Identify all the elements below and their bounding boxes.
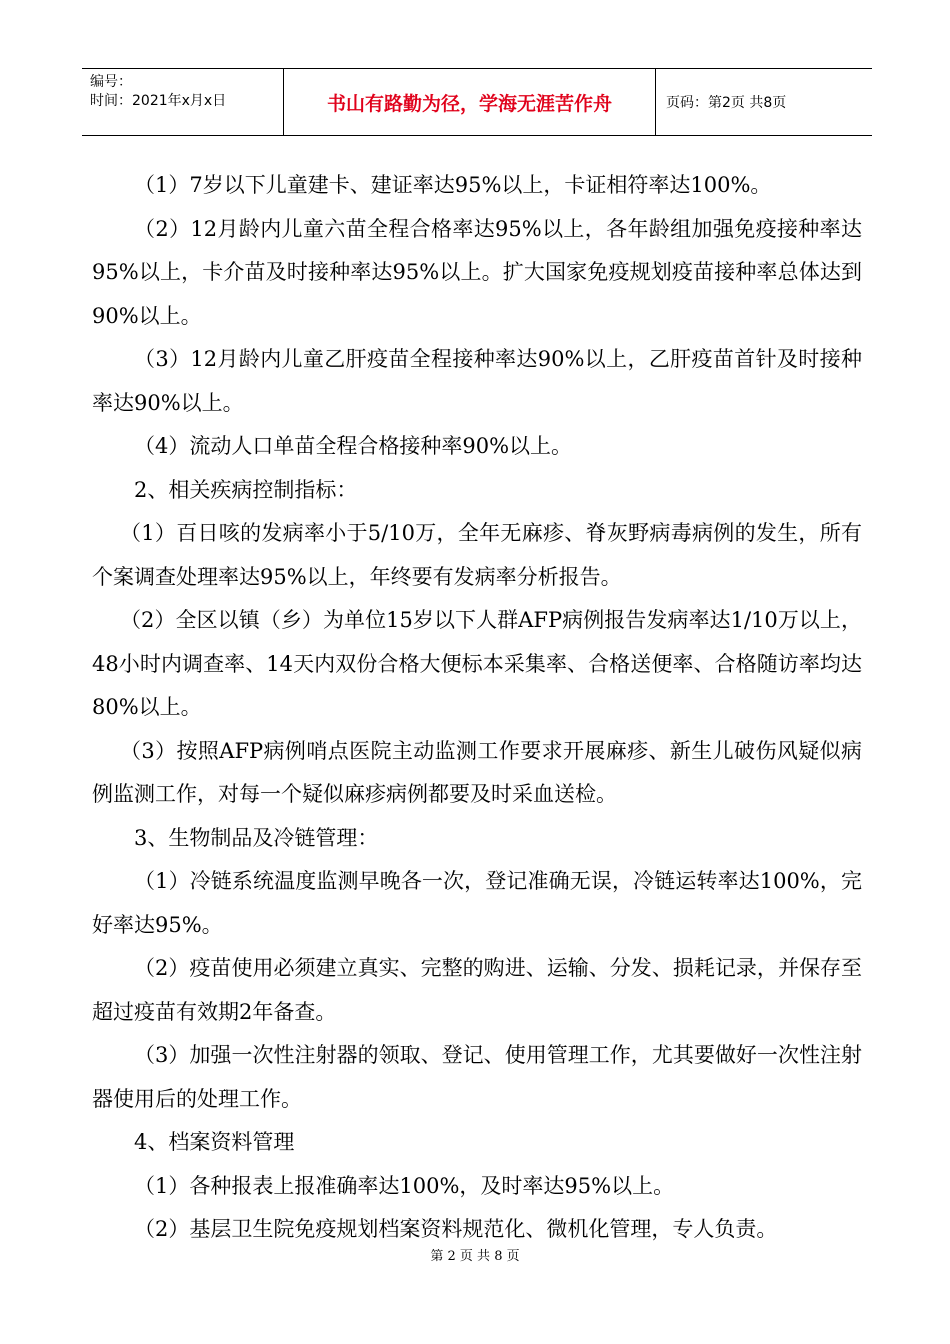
paragraph-1-2: （2）12月龄内儿童六苗全程合格率达95%以上，各年龄组加强免疫接种率达95%以上，卡介苗及时接种率达95%以上。扩大国家免疫规划疫苗接种率总体达到90%以上。 xyxy=(92,216,862,328)
section-heading-3: 3、生物制品及冷链管理： xyxy=(134,825,379,850)
paragraph-1-4: （4）流动人口单苗全程合格接种率90%以上。 xyxy=(134,434,573,458)
header-motto: 书山有路勤为径，学海无涯苦作舟 xyxy=(284,69,656,135)
paragraph-1-1: （1）7岁以下儿童建卡、建证率达95%以上，卡证相符率达100%。 xyxy=(134,173,772,197)
paragraph-2-2: （2）全区以镇（乡）为单位15岁以下人群AFP病例报告发病率达1/10万以上，48小时内调查率、14天内双份合格大便标本采集率、合格送便率、合格随访率均达80%以上。 xyxy=(92,608,862,719)
header-page-number: 页码：第2页 共8页 xyxy=(666,95,787,111)
document-date-label: 时间：2021年x月x日 xyxy=(90,93,227,109)
page-header xyxy=(82,68,872,136)
paragraph-4-2: （2）基层卫生院免疫规划档案资料规范化、微机化管理，专人负责。 xyxy=(134,1217,778,1241)
paragraph-3-3: （3）加强一次性注射器的领取、登记、使用管理工作，尤其要做好一次性注射器使用后的处理工作。 xyxy=(92,1043,862,1111)
section-heading-4: 4、档案资料管理 xyxy=(134,1130,295,1154)
paragraph-3-1: （1）冷链系统温度监测早晚各一次，登记准确无误，冷链运转率达100%，完好率达95%。 xyxy=(92,869,862,937)
paragraph-1-3: （3）12月龄内儿童乙肝疫苗全程接种率达90%以上，乙肝疫苗首针及时接种率达90%以上。 xyxy=(92,347,862,415)
paragraph-4-1: （1）各种报表上报准确率达100%，及时率达95%以上。 xyxy=(134,1173,675,1198)
section-heading-2: 2、相关疾病控制指标： xyxy=(134,477,358,502)
header-meta xyxy=(82,69,284,135)
paragraph-2-3: （3）按照AFP病例哨点医院主动监测工作要求开展麻疹、新生儿破伤风疑似病例监测工作，对每一个疑似麻疹病例都要及时采血送检。 xyxy=(92,738,862,806)
page-footer: 第 2 页 共 8 页 xyxy=(430,1249,520,1264)
document-body xyxy=(92,164,862,1252)
paragraph-2-1: （1）百日咳的发病率小于5/10万，全年无麻疹、脊灰野病毒病例的发生，所有个案调查处理率达95%以上，年终要有发病率分析报告。 xyxy=(92,521,862,589)
paragraph-3-2: （2）疫苗使用必须建立真实、完整的购进、运输、分发、损耗记录，并保存至超过疫苗有效期2年备查。 xyxy=(92,956,862,1024)
document-number-label: 编号： xyxy=(90,74,132,90)
